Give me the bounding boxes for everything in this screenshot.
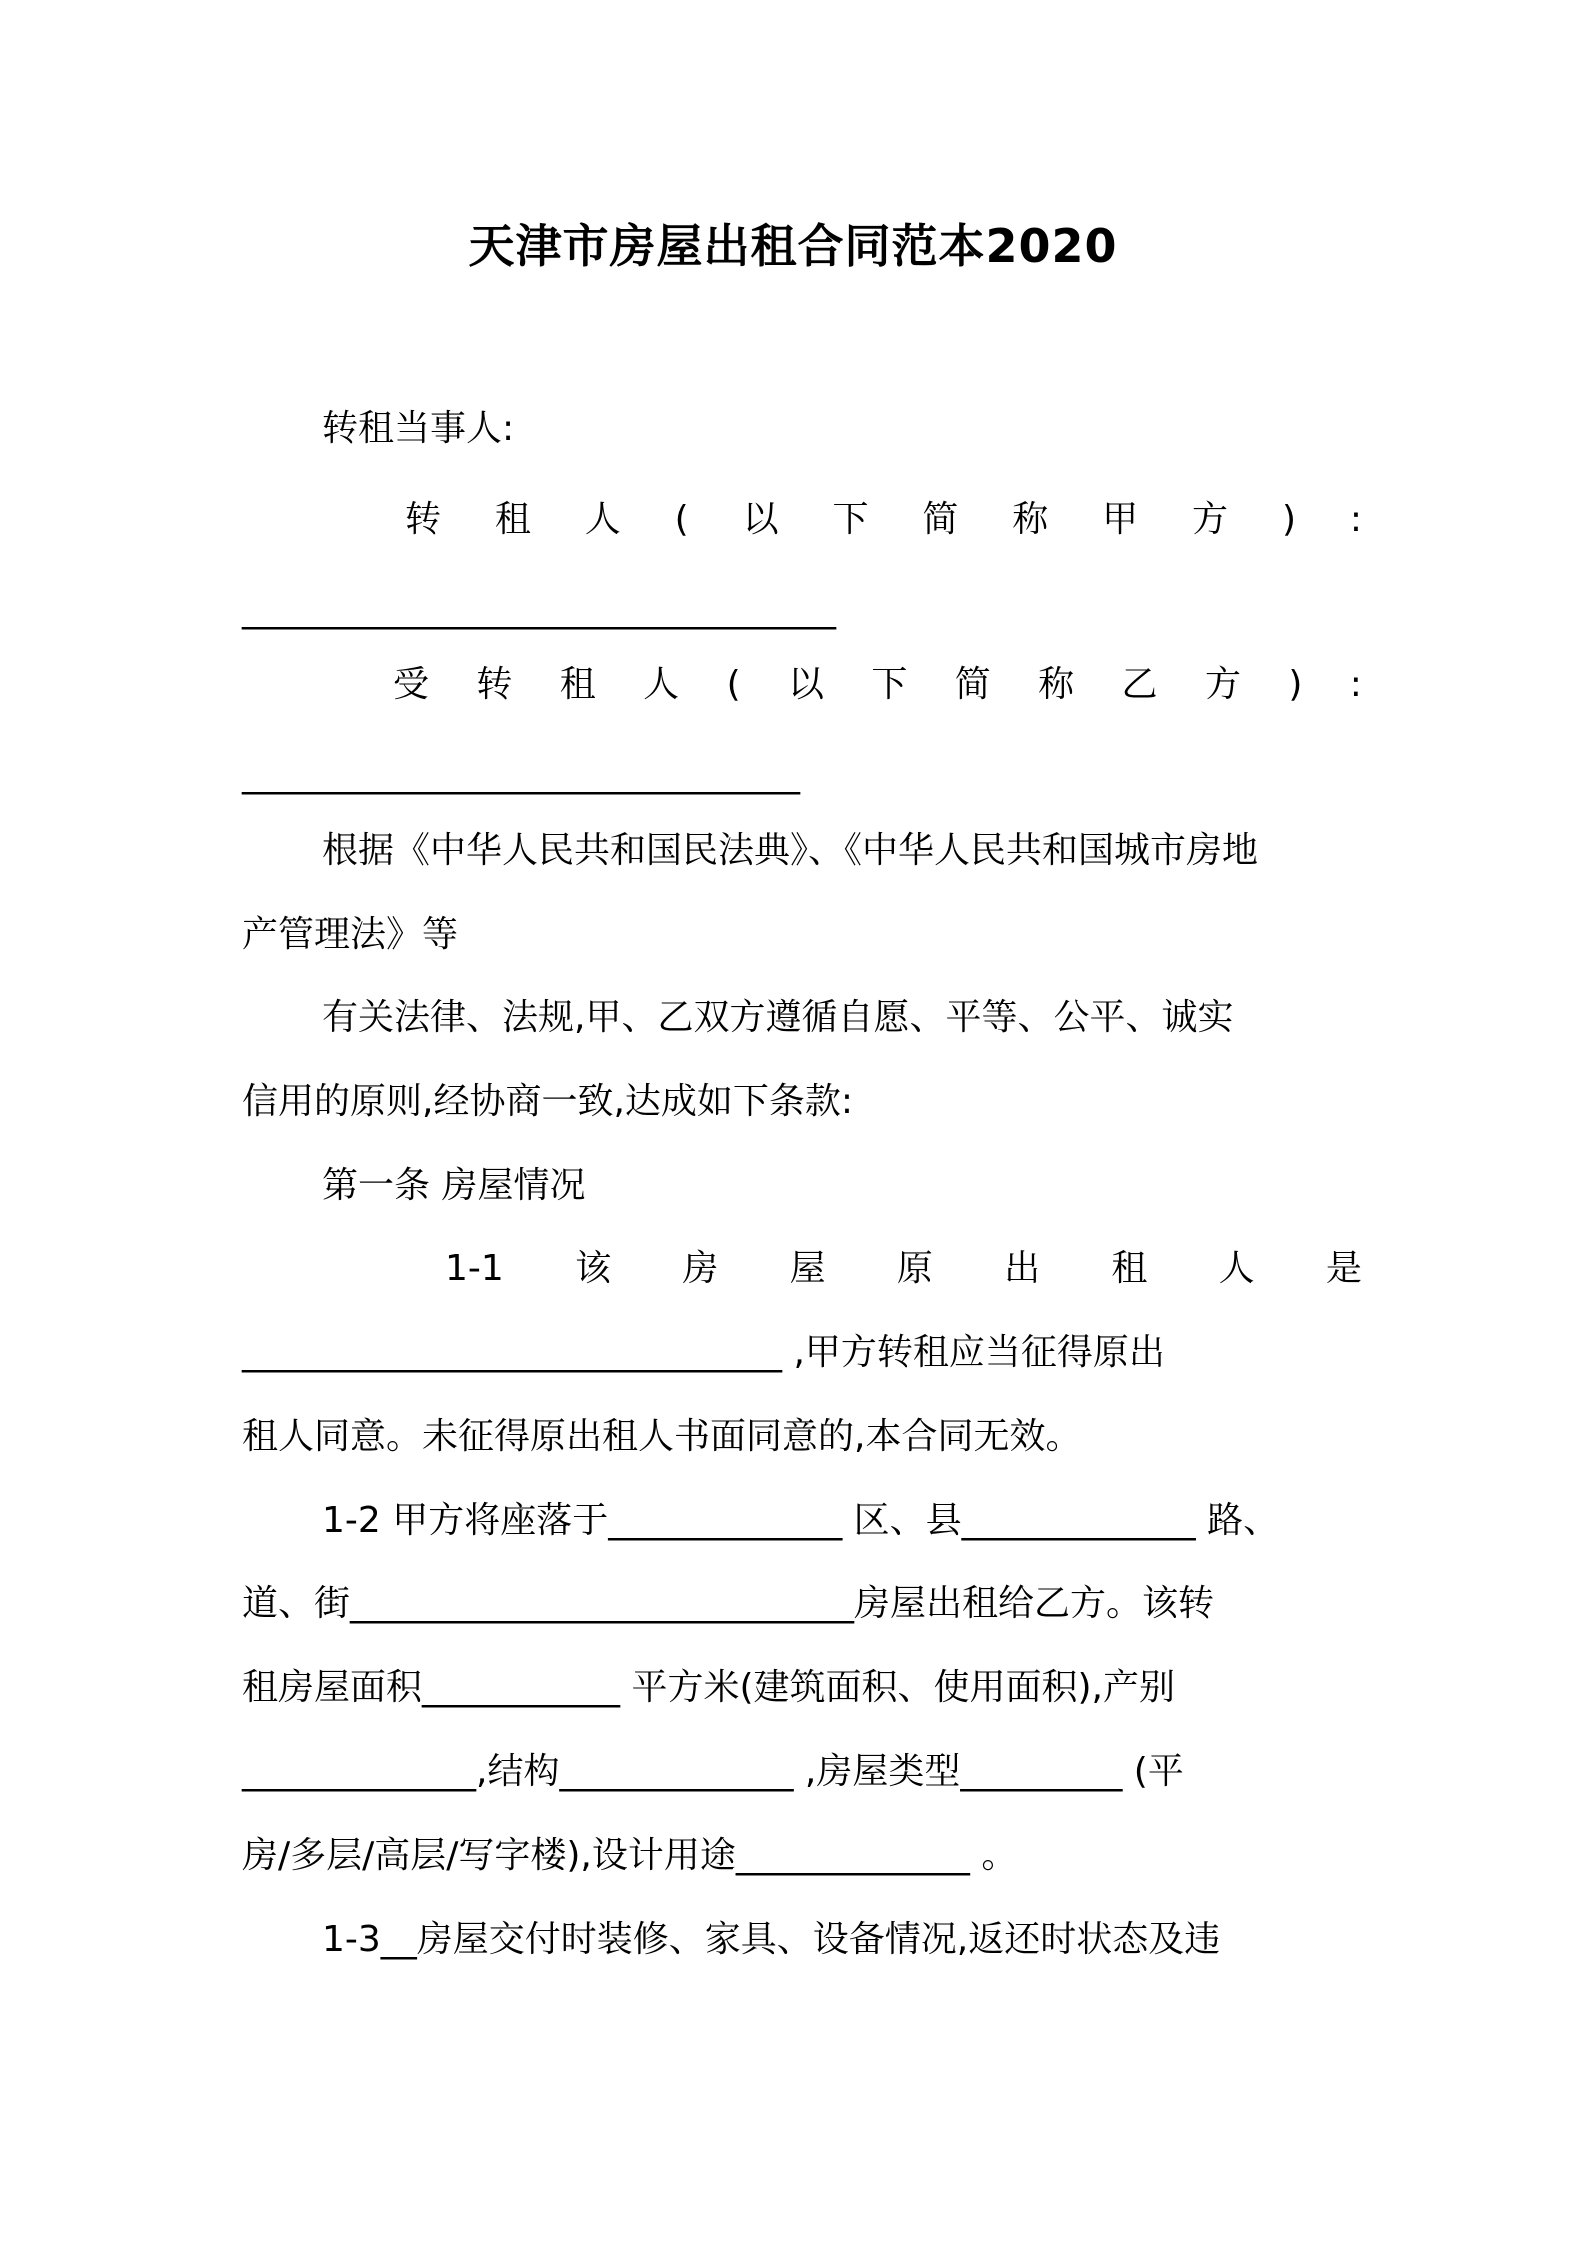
party-a-char-1: 租 [494,499,531,540]
party-b-blank: _______________________________ [242,754,800,795]
party-b-char-0: 受 [393,664,430,705]
clause-1-1-line-3: 租人同意。未征得原出租人书面同意的,本合同无效。 [242,1416,1082,1457]
party-a-label [405,495,1362,545]
basis-line-1: 根据《中华人民共和国民法典》、《中华人民共和国城市房地 [322,830,1259,871]
clause-1-1-word-0: 1-1 [445,1248,504,1289]
party-a-char-11: : [1349,499,1362,540]
clause-1-1-word-6: 租 [1111,1248,1148,1289]
party-b-char-11: ) [1288,664,1303,705]
party-b-char-9: 乙 [1121,664,1158,705]
clause-1-1-word-4: 原 [896,1248,933,1289]
party-a-char-0: 转 [405,499,442,540]
party-b-label [393,660,1362,710]
principle-line-1: 有关法律、法规,甲、乙双方遵循自愿、平等、公平、诚实 [322,997,1234,1038]
basis-line-2: 产管理法》等 [242,914,459,955]
clause-1-1-word-8: 是 [1325,1248,1362,1289]
party-a-char-9: 方 [1192,499,1229,540]
party-b-char-2: 租 [559,664,596,705]
clause-1-1-word-2: 房 [682,1248,719,1289]
party-b-char-12: : [1349,664,1362,705]
party-a-char-6: 简 [922,499,959,540]
party-b-char-3: 人 [643,664,680,705]
party-b-char-10: 方 [1204,664,1241,705]
party-b-char-6: 下 [871,664,908,705]
parties-heading: 转租当事人: [322,408,515,449]
clause-1-2-line-5: 房/多层/高层/写字楼),设计用途_____________ 。 [242,1835,1018,1876]
clause-1-1-word-7: 人 [1218,1248,1255,1289]
party-b-char-7: 简 [954,664,991,705]
party-a-char-8: 甲 [1102,499,1139,540]
party-a-char-4: 以 [742,499,779,540]
clause-1-3-line-1: 1-3__房屋交付时装修、家具、设备情况,返还时状态及违 [322,1919,1221,1960]
clause-1-1-line-2: ______________________________ ,甲方转租应当征得原出 [242,1332,1165,1373]
party-b-char-8: 称 [1038,664,1075,705]
party-a-blank: _________________________________ [242,589,836,630]
clause-1-2-line-3: 租房屋面积___________ 平方米(建筑面积、使用面积),产别 [242,1667,1175,1708]
clause-1-2-line-2: 道、街____________________________房屋出租给乙方。该转 [242,1583,1215,1624]
party-b-char-5: 以 [787,664,824,705]
clause-1-1-word-3: 屋 [789,1248,826,1289]
clause-1-1-word-1: 该 [575,1248,612,1289]
clause-1-1-line-1 [445,1244,1362,1294]
party-a-char-10: ) [1281,499,1296,540]
party-a-char-3: ( [674,499,689,540]
party-b-char-1: 转 [476,664,513,705]
clause-1-2-line-1: 1-2 甲方将座落于_____________ 区、县_____________ 路、 [322,1500,1280,1541]
party-a-char-5: 下 [832,499,869,540]
party-a-char-2: 人 [584,499,621,540]
document-title: 天津市房屋出租合同范本2020 [468,219,1118,273]
principle-line-2: 信用的原则,经协商一致,达成如下条款: [242,1081,854,1122]
party-b-char-4: ( [726,664,741,705]
clause-1-2-line-4: _____________,结构_____________ ,房屋类型_________ (平 [242,1751,1184,1792]
article1-heading: 第一条 房屋情况 [322,1165,586,1206]
clause-1-1-word-5: 出 [1004,1248,1041,1289]
party-a-char-7: 称 [1012,499,1049,540]
